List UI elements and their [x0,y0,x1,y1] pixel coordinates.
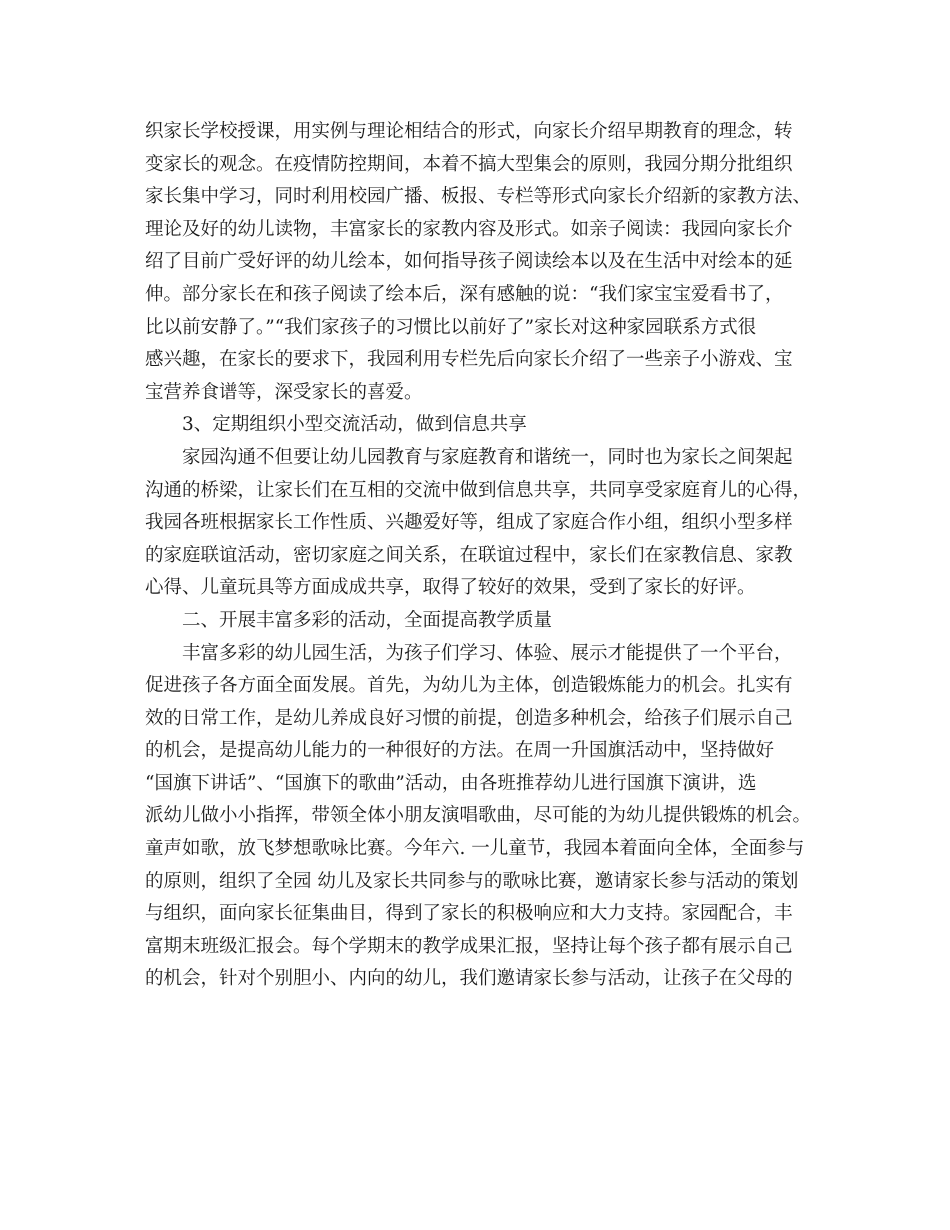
text-line: 伸。部分家长在和孩子阅读了绘本后，深有感触的说：“我们家宝宝爱看书了， [145,283,784,305]
text-line: 沟通的桥梁，让家长们在互相的交流中做到信息共享，共同享受家庭育儿的心得， [145,479,812,501]
text-line: 织家长学校授课，用实例与理论相结合的形式，向家长介绍早期教育的理念，转 [145,121,793,142]
text-line: 感兴趣，在家长的要求下，我园利用专栏先后向家长介绍了一些亲子小游戏、宝 [145,349,793,371]
text-line: 效的日常工作，是幼儿养成良好习惯的前提，创造多种机会，给孩子们展示自己 [145,707,793,729]
text-line: 家长集中学习，同时利用校园广播、板报、专栏等形式向家长介绍新的家教方法、 [145,186,812,208]
paragraph-parent-school [145,116,815,409]
document-body [145,116,815,996]
paragraph-family-communication [145,442,815,605]
text-line: 家园沟通不但要让幼儿园教育与家庭教育和谐统一，同时也为家长之间架起 [182,446,793,468]
heading-line: 二、开展丰富多彩的活动，全面提高教学质量 [182,609,553,631]
text-line: 宝营养食谱等，深受家长的喜爱。 [145,381,423,403]
section-heading-exchange [145,409,815,442]
text-line: 的机会，针对个别胆小、内向的幼儿，我们邀请家长参与活动，让孩子在父母的 [145,968,793,990]
text-line: 促进孩子各方面全面发展。首先，为幼儿为主体，创造锻炼能力的机会。扎实有 [145,675,793,697]
text-line: 与组织，面向家长征集曲目，得到了家长的积极响应和大力支持。家园配合，丰 [145,903,793,925]
text-line: 富期末班级汇报会。每个学期末的教学成果汇报，坚持让每个孩子都有展示自己 [145,935,793,957]
text-line: 变家长的观念。在疫情防控期间，本着不搞大型集会的原则，我园分期分批组织 [145,153,793,175]
text-line: 的家庭联谊活动，密切家庭之间关系，在联谊过程中，家长们在家教信息、家教 [145,544,793,566]
text-line: 心得、儿童玩具等方面成成共享，取得了较好的效果，受到了家长的好评。 [145,577,756,599]
text-line: “国旗下讲话”、“国旗下的歌曲”活动，由各班推荐幼儿进行国旗下演讲，选 [145,772,757,794]
text-line: 理论及好的幼儿读物，丰富家长的家教内容及形式。如亲子阅读：我园向家长介 [145,218,793,240]
text-line: 派幼儿做小小指挥，带领全体小朋友演唱歌曲，尽可能的为幼儿提供锻炼的机会。 [145,805,812,827]
text-line: 丰富多彩的幼儿园生活，为孩子们学习、体验、展示才能提供了一个平台， [182,642,793,664]
heading-line: 3、定期组织小型交流活动，做到信息共享 [182,414,527,436]
text-line: 的原则，组织了全园 幼儿及家长共同参与的歌咏比赛，邀请家长参与活动的策划 [145,870,799,892]
text-line: 的机会，是提高幼儿能力的一种很好的方法。在周一升国旗活动中，坚持做好 [145,740,775,762]
text-line: 童声如歌，放飞梦想歌咏比赛。今年六. 一儿童节，我园本着面向全体，全面参与 [145,838,805,860]
text-line: 绍了目前广受好评的幼儿绘本，如何指导孩子阅读绘本以及在生活中对绘本的延 [145,251,793,273]
text-line: 我园各班根据家长工作性质、兴趣爱好等，组成了家庭合作小组，组织小型多样 [145,512,793,534]
text-line: 比以前安静了。”“我们家孩子的习惯比以前好了”家长对这种家园联系方式很 [145,316,757,338]
section-heading-activities [145,605,815,638]
paragraph-kindergarten-life [145,638,815,997]
